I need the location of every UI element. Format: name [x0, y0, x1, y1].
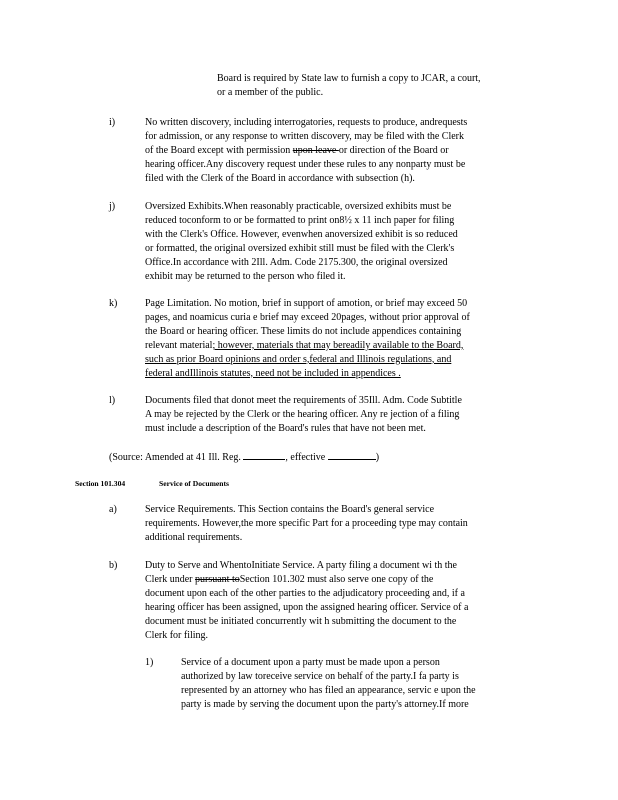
text-line — [145, 367, 540, 381]
text-line: Office.In accordance with 2Ill. Adm. Code 2175.300, the original oversized — [145, 256, 448, 268]
text-span: Clerk under — [145, 573, 195, 585]
text-line: or a member of the public. — [217, 86, 324, 98]
text-line: A may be rejected by the Clerk or the hearing officer. Any re jection of a filing — [145, 408, 460, 420]
inserted-text: such as prior Board opinions and order s,federal and Illinois regulations, and — [145, 353, 452, 365]
intro-paragraph — [217, 72, 537, 100]
item-l-paragraph — [145, 394, 535, 436]
text-line: the Board or hearing officer. These limits do not include appendices containing — [145, 325, 462, 337]
section-title: Service of Documents — [159, 479, 230, 488]
text-line: for admission, or any response to written discovery, may be filed with the Clerk — [145, 130, 464, 142]
text-line: with the Clerk's Office. However, evenwhen anoversized exhibit is so reduced — [145, 228, 458, 240]
text-span: Section 101.302 must also serve one copy of the — [239, 573, 434, 585]
section-label: Section 101.304 — [75, 479, 126, 488]
item-k-paragraph — [145, 297, 540, 380]
item-a-paragraph — [145, 503, 540, 545]
item-i-label: i) — [109, 117, 116, 128]
item-b-paragraph — [145, 559, 540, 642]
text-line: hearing officer.Any discovery request under these rules to any nonparty must be — [145, 158, 466, 170]
text-line — [145, 144, 535, 158]
item-j-label: j) — [109, 201, 116, 212]
item-b-label: b) — [109, 560, 118, 571]
inserted-text: ; however, materials that may bereadily available to the Board, — [212, 339, 464, 351]
text-line: Oversized Exhibits.When reasonably practicable, oversized exhibits must be — [145, 201, 452, 212]
inserted-text: federal andIllinois statutes, need not be included in appendices . — [145, 367, 401, 379]
text-line — [145, 339, 540, 353]
text-line: Service of a document upon a party must be made upon a person — [181, 657, 440, 668]
item-b1-paragraph — [181, 656, 541, 712]
text-span: , effective — [285, 452, 328, 463]
item-a-label: a) — [109, 504, 117, 515]
text-line: Board is required by State law to furnish a copy to JCAR, a court, — [217, 73, 481, 84]
text-line: Clerk for filing. — [145, 629, 209, 641]
item-i-paragraph — [145, 116, 535, 186]
text-line — [145, 573, 540, 587]
text-line: No written discovery, including interrogatories, requests to produce, andrequests — [145, 117, 468, 128]
deleted-text: pursuant to — [195, 573, 240, 585]
text-line: document must be initiated concurrently wit h submitting the document to the — [145, 615, 457, 627]
item-j-paragraph — [145, 200, 535, 283]
text-span: (Source: Amended at 41 Ill. Reg. — [109, 452, 244, 463]
text-line: pages, and noamicus curia e brief may exceed 20pages, without prior approval of — [145, 311, 470, 323]
text-span: ) — [375, 452, 380, 463]
text-line: additional requirements. — [145, 531, 243, 543]
text-line: must include a description of the Board's rules that have not been met. — [145, 422, 426, 434]
text-line: Duty to Serve and WhentoInitiate Service. A party filing a document wi th the — [145, 560, 457, 571]
text-line — [109, 450, 379, 465]
text-span: or direction of the Board or — [338, 144, 449, 156]
text-line: Page Limitation. No motion, brief in support of amotion, or brief may exceed 50 — [145, 298, 468, 309]
blank-line — [328, 450, 376, 460]
item-b1-label: 1) — [145, 657, 154, 668]
deleted-text: upon leave — [292, 144, 339, 156]
text-line: requirements. However,the more specific Part for a proceeding type may contain — [145, 517, 468, 529]
text-line: party is made by serving the document upon the party's attorney.If more — [181, 698, 469, 710]
text-line: Service Requirements. This Section contains the Board's general service — [145, 504, 435, 515]
text-line: reduced toconform to or be formatted to print on8½ x 11 inch paper for filing — [145, 214, 455, 226]
text-line: authorized by law toreceive service on behalf of the party.I fa party is — [181, 670, 459, 682]
text-line: or formatted, the original oversized exhibit still must be filed with the Clerk's — [145, 242, 455, 254]
text-line: document upon each of the other parties to the adjudicatory proceeding and, if a — [145, 587, 465, 599]
text-span: relevant material — [145, 339, 213, 351]
text-span: of the Board except with permission — [145, 144, 293, 156]
blank-line — [243, 450, 285, 460]
text-line: Documents filed that donot meet the requirements of 35Ill. Adm. Code Subtitle — [145, 395, 462, 406]
source-note — [109, 450, 379, 465]
text-line: hearing officer has been assigned, upon the assigned hearing officer. Service of a — [145, 601, 469, 613]
item-k-label: k) — [109, 298, 118, 309]
text-line: represented by an attorney who has filed an appearance, servic e upon the — [181, 684, 476, 696]
text-line: exhibit may be returned to the person who filed it. — [145, 270, 346, 282]
text-line: filed with the Clerk of the Board in accordance with subsection (h). — [145, 172, 415, 184]
item-l-label: l) — [109, 395, 116, 406]
text-line — [145, 353, 540, 367]
